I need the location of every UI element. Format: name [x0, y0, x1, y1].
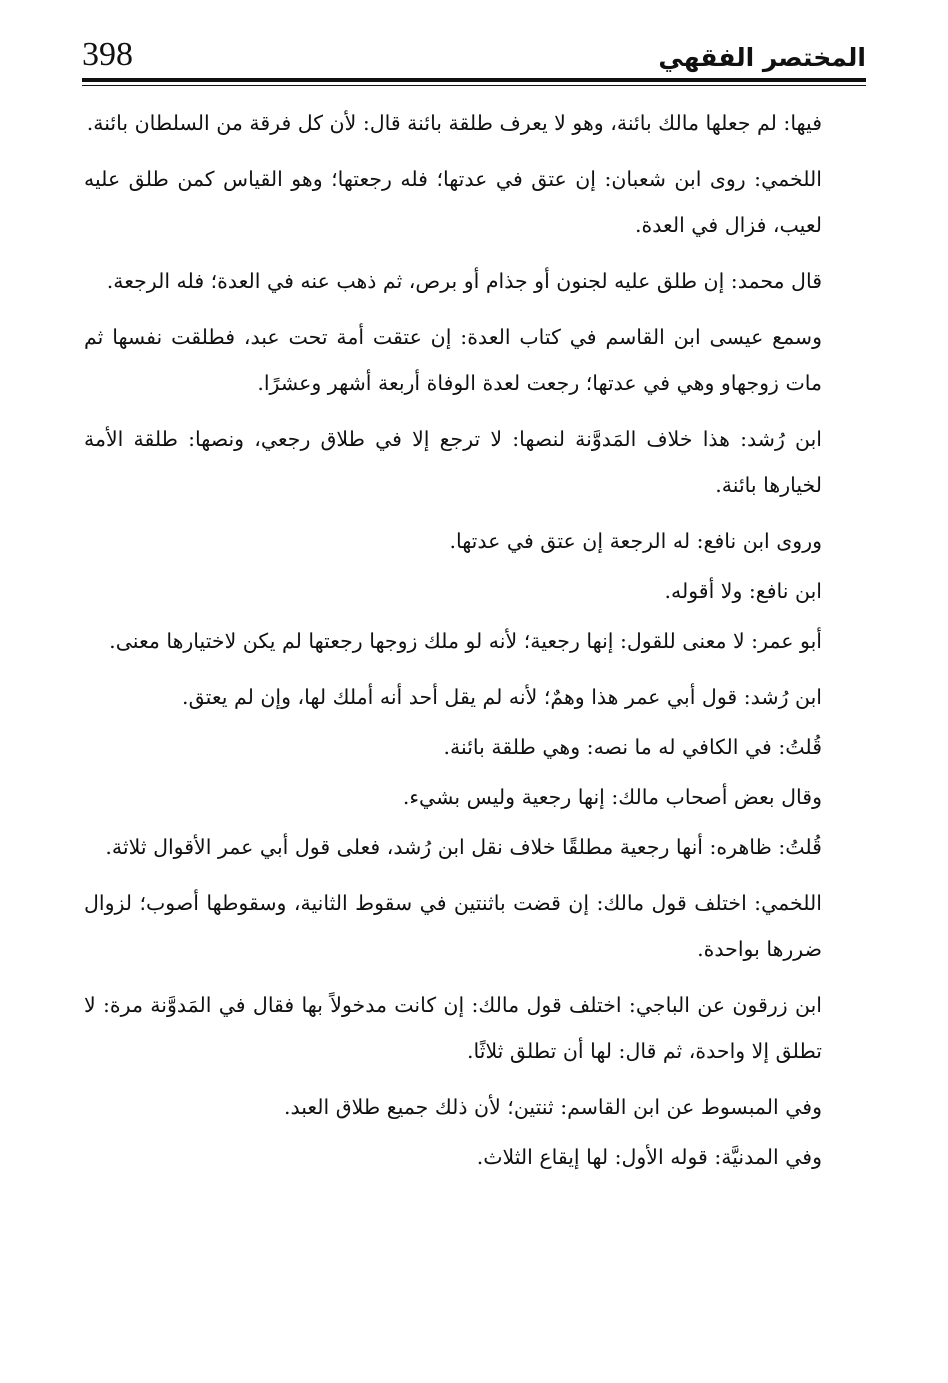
- page-body: [84, 100, 862, 1184]
- header-rule-thick: [82, 78, 866, 82]
- paragraph: قُلتُ: ظاهره: أنها رجعية مطلقًا خلاف نقل ابن رُشد، فعلى قول أبي عمر الأقوال ثلاثة.: [105, 835, 822, 859]
- header-rule-thin: [82, 85, 866, 86]
- paragraph: اللخمي: روى ابن شعبان: إن عتق في عدتها؛ فله رجعتها؛ وهو القياس كمن طلق عليه لعيب، فزال في العدة.: [84, 167, 822, 237]
- paragraph: اللخمي: اختلف قول مالك: إن قضت باثنتين في سقوط الثانية، وسقوطها أصوب؛ لزوال ضررها بواحدة.: [84, 891, 822, 961]
- paragraph: وفي المدنيَّة: قوله الأول: لها إيقاع الثلاث.: [476, 1145, 822, 1169]
- paragraph: قال محمد: إن طلق عليه لجنون أو جذام أو برص، ثم ذهب عنه في العدة؛ فله الرجعة.: [106, 269, 822, 293]
- paragraph: ابن رُشد: هذا خلاف المَدوَّنة لنصها: لا ترجع إلا في طلاق رجعي، ونصها: طلقة الأمة لخيارها بائنة.: [84, 427, 822, 497]
- paragraph: قُلتُ: في الكافي له ما نصه: وهي طلقة بائنة.: [443, 735, 822, 759]
- page-header: [82, 30, 866, 76]
- paragraph: ابن زرقون عن الباجي: اختلف قول مالك: إن كانت مدخولاً بها فقال في المَدوَّنة مرة: لا تطلق إلا واحدة، ثم قال: لها أن تطلق ثلاثًا.: [84, 993, 822, 1063]
- paragraph: وسمع عيسى ابن القاسم في كتاب العدة: إن عتقت أمة تحت عبد، فطلقت نفسها ثم مات زوجهاو وهي في عدتها؛ رجعت لعدة الوفاة أربعة أشهر وعشرًا.: [84, 325, 822, 395]
- paragraph: وروى ابن نافع: له الرجعة إن عتق في عدتها.: [449, 529, 822, 553]
- page-number: 398: [82, 36, 133, 73]
- paragraph: وفي المبسوط عن ابن القاسم: ثنتين؛ لأن ذلك جميع طلاق العبد.: [283, 1095, 822, 1119]
- paragraph: ابن نافع: ولا أقوله.: [664, 579, 822, 603]
- paragraph: فيها: لم جعلها مالك بائنة، وهو لا يعرف طلقة بائنة قال: لأن كل فرقة من السلطان بائنة.: [86, 111, 822, 135]
- paragraph: وقال بعض أصحاب مالك: إنها رجعية وليس بشيء.: [402, 785, 822, 809]
- paragraph: أبو عمر: لا معنى للقول: إنها رجعية؛ لأنه لو ملك زوجها رجعتها لم يكن لاختيارها معنى.: [109, 629, 822, 653]
- paragraph: ابن رُشد: قول أبي عمر هذا وهمٌ؛ لأنه لم يقل أحد أنه أملك لها، وإن لم يعتق.: [182, 685, 822, 709]
- book-title: المختصر الفقهي: [658, 43, 866, 72]
